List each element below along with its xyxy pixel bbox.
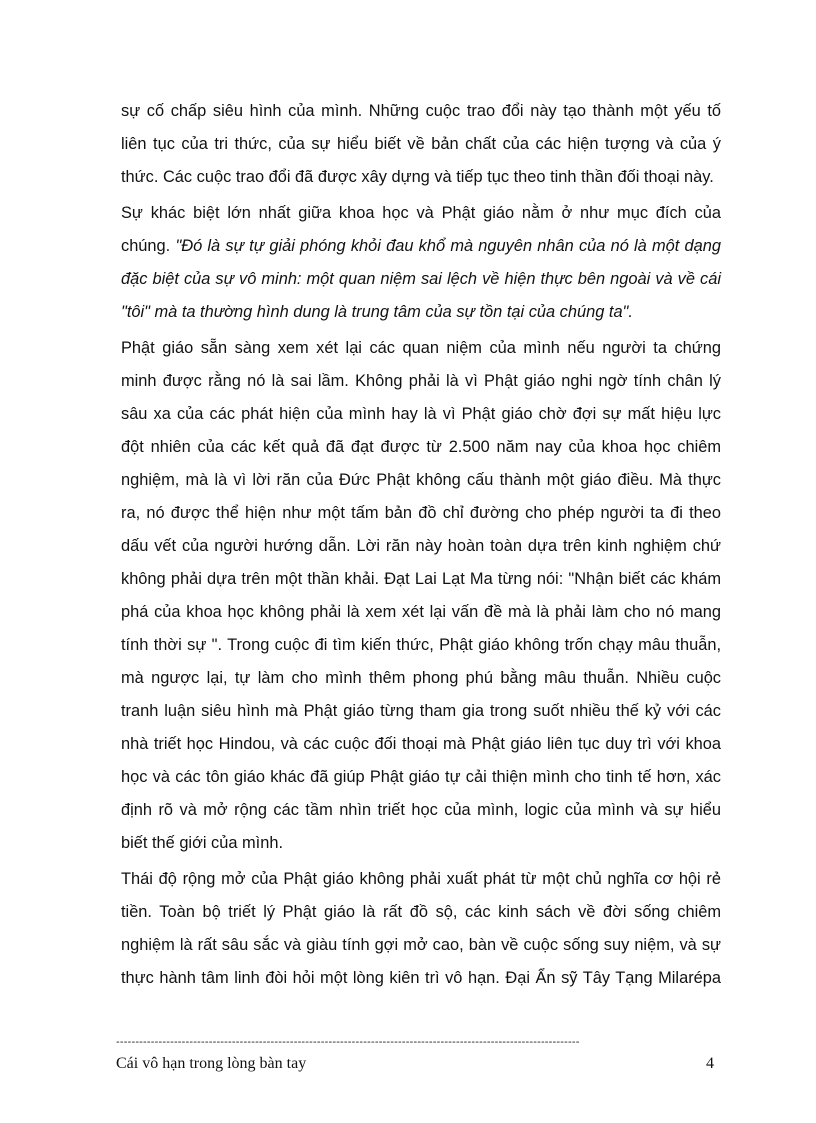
text-line: nghiệm là rất sâu sắc và giàu tính gợi mở cao, bàn về cuộc sống suy niệm, và sự <box>121 936 721 954</box>
paragraph-1 <box>121 95 721 194</box>
text-line: đột nhiên của các kết quả đã đạt được từ 2.500 năm nay của khoa học chiêm <box>121 438 721 456</box>
text-line: định rõ và mở rộng các tầm nhìn triết học của mình, logic của mình và sự hiểu <box>121 801 721 819</box>
text-line: tiền. Toàn bộ triết lý Phật giáo là rất đồ sộ, các kinh sách về đời sống chiêm <box>121 903 721 921</box>
page-number: 4 <box>706 1055 714 1072</box>
text-line: Thái độ rộng mở của Phật giáo không phải xuất phát từ một chủ nghĩa cơ hội rẻ <box>121 870 721 888</box>
paragraph-3 <box>121 332 721 860</box>
text-line-mixed <box>121 230 721 263</box>
text-line: biết thế giới của mình. <box>121 834 283 852</box>
text-line: tính thời sự ". Trong cuộc đi tìm kiến thức, Phật giáo không trốn chạy mâu thuẫn, <box>121 636 721 654</box>
text-line: dấu vết của người hướng dẫn. Lời răn này hoàn toàn dựa trên kinh nghiệm chứ <box>121 537 721 555</box>
text-run: chúng. <box>121 237 176 255</box>
footer-divider: ------------------------------------------------------------------------------------------------------------------------ <box>116 1036 580 1048</box>
text-line: không phải dựa trên một thần khải. Đạt Lai Lạt Ma từng nói: "Nhận biết các khám <box>121 570 721 588</box>
text-line: phá của khoa học không phải là xem xét lại vấn đề mà là phải làm cho nó mang <box>121 603 721 621</box>
text-line: Sự khác biệt lớn nhất giữa khoa học và Phật giáo nằm ở như mục đích của <box>121 204 721 222</box>
quote-text: "Đó là sự tự giải phóng khỏi đau khổ mà nguyên nhân của nó là một dạng <box>175 237 721 255</box>
text-line: sâu xa của các phát hiện của mình hay là vì Phật giáo chờ đợi sự mất hiệu lực <box>121 405 721 423</box>
text-line: sự cố chấp siêu hình của mình. Những cuộc trao đổi này tạo thành một yếu tố <box>121 102 721 120</box>
text-line: mà ngược lại, tự làm cho mình thêm phong phú bằng mâu thuẫn. Nhiều cuộc <box>121 669 721 687</box>
body-text <box>121 95 721 998</box>
text-line: thực hành tâm linh đòi hỏi một lòng kiên trì vô hạn. Đại Ẩn sỹ Tây Tạng Milarépa <box>121 969 721 987</box>
quote-text: "tôi" mà ta thường hình dung là trung tâm của sự tồn tại của chúng ta". <box>121 303 633 321</box>
footer-book-title: Cái vô hạn trong lòng bàn tay <box>116 1055 307 1072</box>
text-line: nghiệm, mà là vì lời răn của Đức Phật không cấu thành một giáo điều. Mà thực <box>121 471 721 489</box>
text-line: Phật giáo sẵn sàng xem xét lại các quan niệm của mình nếu người ta chứng <box>121 339 721 357</box>
text-line: ra, nó được thể hiện như một tấm bản đồ chỉ đường cho phép người ta đi theo <box>121 504 721 522</box>
text-line: học và các tôn giáo khác đã giúp Phật giáo tự cải thiện mình cho tinh tế hơn, xác <box>121 768 721 786</box>
paragraph-2 <box>121 197 721 329</box>
text-line: minh được rằng nó là sai lầm. Không phải là vì Phật giáo nghi ngờ tính chân lý <box>121 372 721 390</box>
quote-text: đặc biệt của sự vô minh: một quan niệm sai lệch về hiện thực bên ngoài và về cái <box>121 270 721 288</box>
text-line: tranh luận siêu hình mà Phật giáo từng tham gia trong suốt nhiều thế kỷ với các <box>121 702 721 720</box>
paragraph-4 <box>121 863 721 995</box>
text-line: liên tục của tri thức, của sự hiểu biết về bản chất của các hiện tượng và của ý <box>121 135 721 153</box>
text-line: thức. Các cuộc trao đổi đã được xây dựng và tiếp tục theo tinh thần đối thoại này. <box>121 168 714 186</box>
text-line: nhà triết học Hindou, và các cuộc đối thoại mà Phật giáo liên tục duy trì với khoa <box>121 735 721 753</box>
